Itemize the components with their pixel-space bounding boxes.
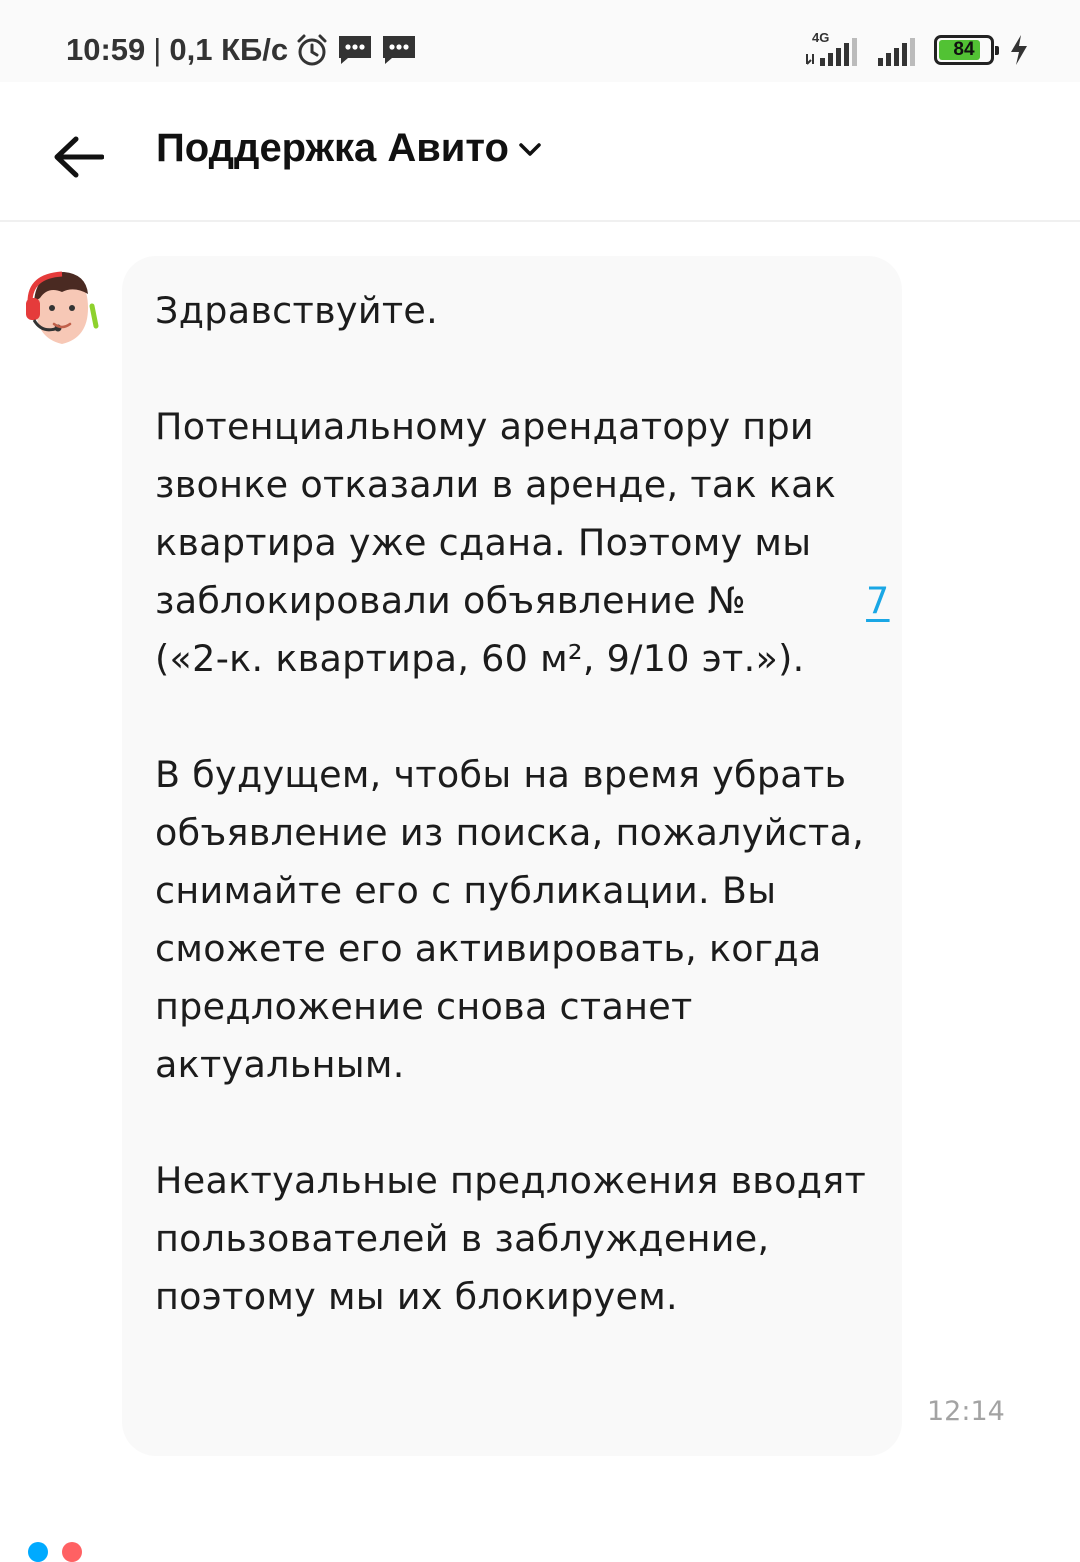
status-separator: | <box>153 32 162 67</box>
support-agent-avatar[interactable] <box>22 268 102 352</box>
chat-title-dropdown[interactable] <box>156 126 543 171</box>
status-left <box>66 30 418 70</box>
next-message-avatar <box>28 1542 82 1562</box>
message-greeting: Здравствуйте. <box>155 289 439 332</box>
message-text-fragment: («2-к. квартира, 60 м², 9/10 эт.»). <box>155 637 805 680</box>
alarm-icon <box>294 32 330 68</box>
status-time: 10:59 <box>66 32 146 67</box>
status-right <box>804 30 1030 70</box>
lightning-icon <box>1008 34 1030 66</box>
message-paragraph-policy: Неактуальные предложения вводят пользователей в заблуждение, поэтому мы их блокируем. <box>155 1159 867 1318</box>
signal-icon <box>876 32 920 68</box>
battery-icon <box>934 35 994 65</box>
avito-logo-dot <box>62 1542 82 1562</box>
chat-header <box>0 82 1080 222</box>
listing-number-link-text: 7 <box>866 579 890 622</box>
page-title: Поддержка Авито <box>156 126 509 170</box>
signal-4g-icon: 4G <box>804 32 862 68</box>
arrow-left-icon <box>52 135 104 179</box>
status-bar <box>0 0 1080 82</box>
chevron-down-icon <box>517 139 543 159</box>
message-text-fragment: Потенциальному арендатору при звонке отказали в аренде, так как квартира уже сдана. Поэтому мы заблокировали объявление № <box>155 405 837 622</box>
message-paragraph-advice: В будущем, чтобы на время убрать объявление из поиска, пожалуйста, снимайте его с публикации. Вы сможете его активировать, когда предложение снова станет актуальным. <box>155 753 865 1086</box>
message-text <box>155 282 895 1326</box>
message-icon <box>380 33 418 67</box>
battery-level: 84 <box>953 39 975 60</box>
message-icon <box>336 33 374 67</box>
back-button[interactable] <box>48 130 108 184</box>
avito-logo-dot <box>28 1542 48 1562</box>
listing-number-link[interactable] <box>866 579 890 622</box>
message-paragraph-blocked <box>155 398 895 688</box>
network-speed: 0,1 КБ/с <box>169 32 289 67</box>
message-timestamp: 12:14 <box>927 1396 1005 1427</box>
